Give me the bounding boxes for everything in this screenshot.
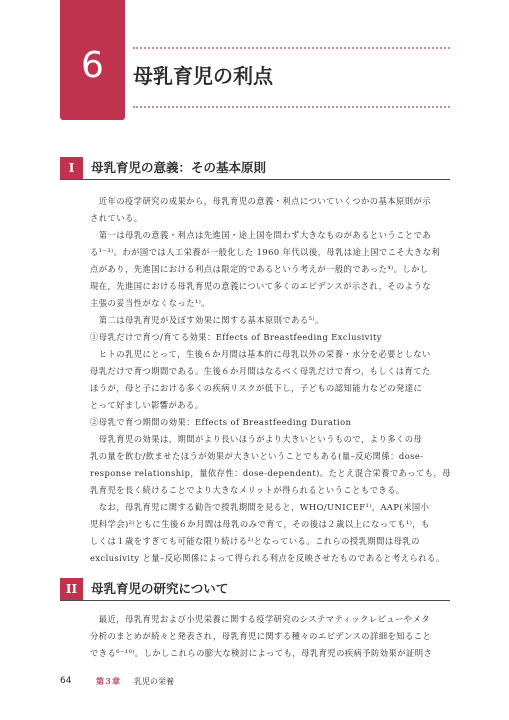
text-line: 母乳育児の効果は，期間がより長いほうがより大きいというもので，より多くの母 [90,434,423,444]
text-line: exclusivity と量–反応関係によって得られる利点を反映させたものであると考えられる。 [90,553,445,563]
chapter-tab [60,0,125,120]
text-line: なお，母乳育児に関する勧告で授乳期間を見ると，WHO/UNICEF¹⁾，AAP(米国小 [90,502,430,512]
text-line: る¹⁻³⁾。わが国では人工栄養が一般化した 1960 年代以後，母乳は途上国でこそ大きな利 [90,247,441,257]
dotted-rule-bottom [133,106,450,108]
section-number-badge: II [60,578,83,600]
text-line: 第一は母乳の意義・利点は先進国・途上国を問わず大きなものがあるということであ [90,230,432,240]
text-line: 分析のまとめが続々と発表され，母乳育児に関する種々のエビデンスの詳細を知ること [90,631,432,641]
section-number-badge: I [60,157,83,179]
text-line: 最近，母乳育児および小児栄養に関する疫学研究のシステマティックレビューやメタ [90,614,431,624]
text-line: ②母乳で育つ期間の効果：Effects of Breastfeeding Duration [90,417,352,427]
text-line: しくは１歳をすぎても可能な限り続ける²⁾となっている。これらの授乳期間は母乳の [90,536,420,546]
section-title: 母乳育児の研究について [91,581,229,596]
text-line: response relationship，量依存性：dose-dependent)。たとえ混合栄養であっても，母 [90,468,451,478]
text-line: ①母乳だけで育つ/育てる効果：Effects of Breastfeeding Exclusivity [90,332,382,342]
text-line: 母乳だけで育つ期間である。生後６か月間はなるべく母乳だけで育つ，もしくは育てた [90,366,431,376]
footer-chapter: 第３章 [96,677,120,686]
section-title: 母乳育児の意義：その基本原則 [91,160,267,175]
text-line: されている。 [90,213,143,223]
text-line: とって好ましい影響がある。 [90,400,204,410]
section-rule [60,600,450,601]
footer-chapter-title: 乳児の栄養 [134,677,174,686]
text-line: ほうが，母と子における多くの疾病リスクが低下し，子どもの認知能力などの発達に [90,383,423,393]
text-line: 主張の妥当性がなくなった¹⁾。 [90,298,210,308]
text-line: 現在，先進国における母乳育児の意義について多くのエビデンスが示され，そのような [90,281,432,291]
text-line: 点があり，先進国における利点は限定的であるという考えが一般的であった⁴⁾。しかし [90,264,429,274]
page-number: 64 [60,676,72,686]
text-line: ヒトの乳児にとって，生後６か月間は基本的に母乳以外の栄養・水分を必要としない [90,349,431,359]
chapter-number: 6 [81,45,104,86]
text-line: 近年の疫学研究の成果から，母乳育児の意義・利点についていくつかの基本原則が示 [90,196,431,206]
section-rule [60,179,450,180]
text-line: 乳の量を飲む/飲ませたほうが効果が大きいということでもある(量–反応関係：dose- [90,451,424,461]
text-line: できる⁶⁻¹⁰⁾。しかしこれらの膨大な検討によっても，母乳育児の疾病予防効果が証明さ [90,648,433,658]
chapter-title: 母乳育児の利点 [133,64,273,88]
dotted-rule-top [133,47,450,49]
text-line: 児科学会)²⁾ともに生後６か月間は母乳のみで育て，その後は２歳以上になっても¹⁾，も [90,519,430,529]
text-line: 乳育児を長く続けることでより大きなメリットが得られるということもできる。 [90,485,405,495]
text-line: 第二は母乳育児が及ぼす効果に関する基本原則である⁵⁾。 [90,315,324,325]
